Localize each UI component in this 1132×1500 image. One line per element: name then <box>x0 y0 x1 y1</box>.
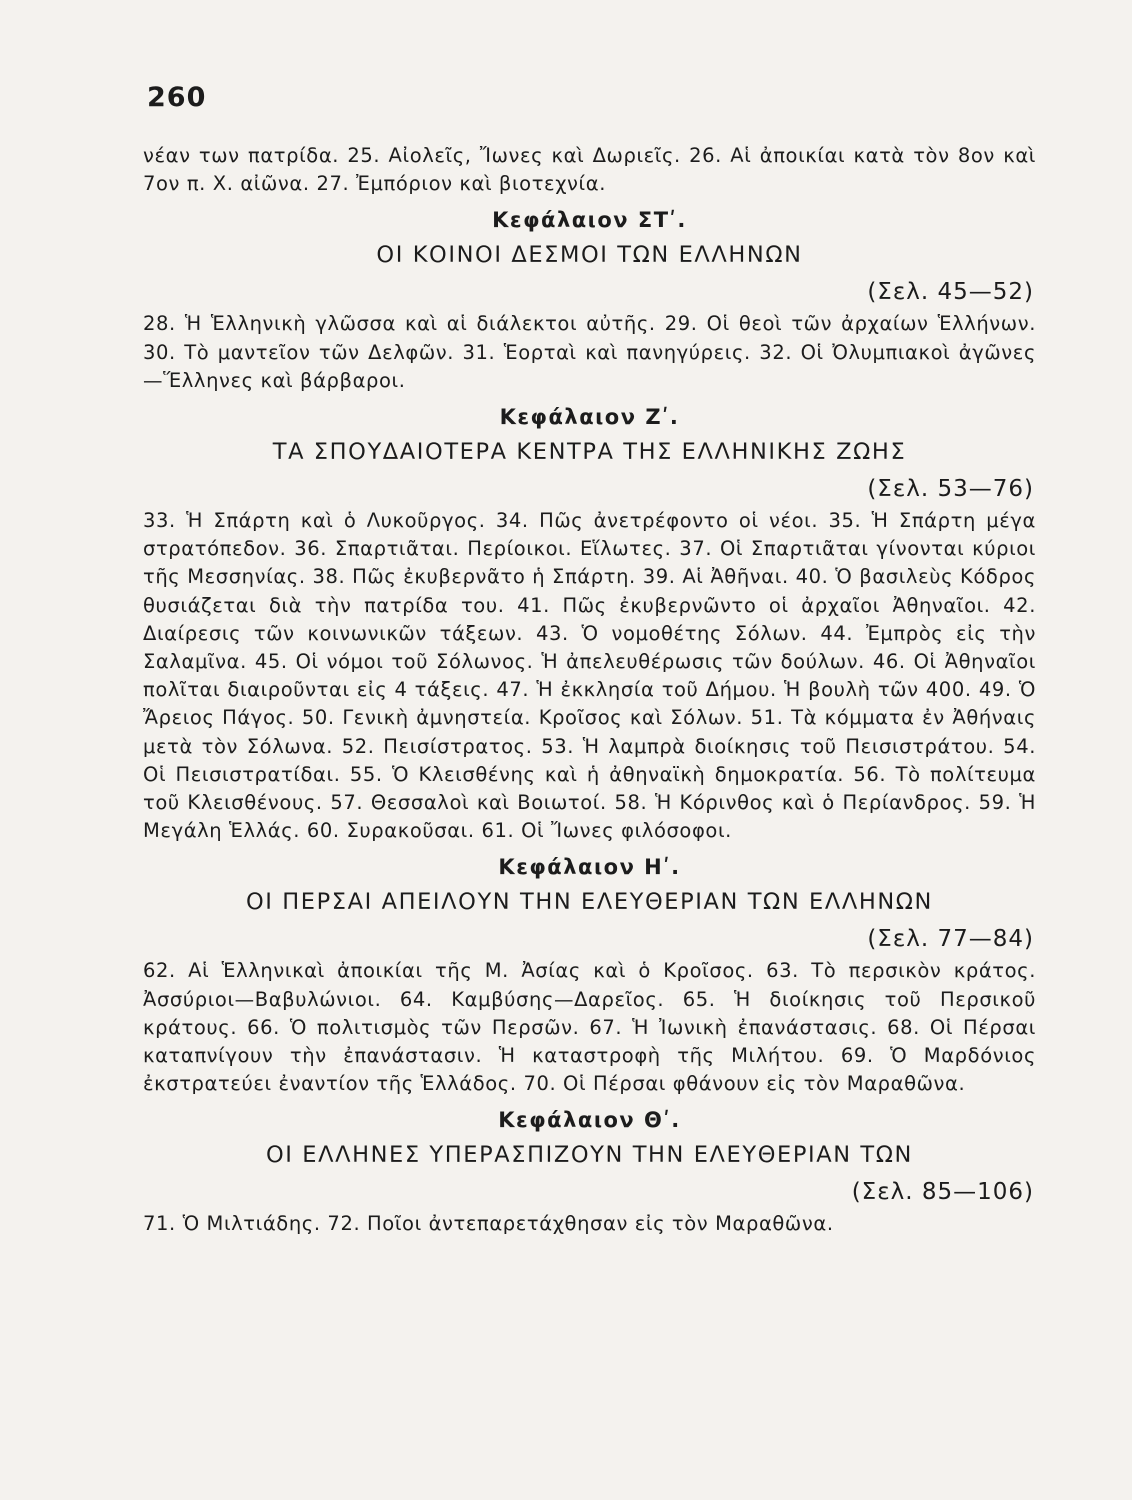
intro-paragraph: νέαν των πατρίδα. 25. Αἰολεῖς, Ἴωνες καὶ Δωριεῖς. 26. Αἱ ἀποικίαι κατὰ τὸν 8ον καὶ 7ον π. Χ. αἰῶνα. 27. Ἐμπόριον καὶ βιοτεχνία. <box>143 144 1036 196</box>
chapter-page-range: (Σελ. 85—106) <box>851 1179 1034 1206</box>
chapter-heading: Κεφάλαιον Θʹ. <box>498 1108 681 1133</box>
chapter-page-range: (Σελ. 77—84) <box>867 926 1034 953</box>
chapter-heading: Κεφάλαιον Ζʹ. <box>499 405 680 430</box>
chapter-title: ΟΙ ΚΟΙΝΟΙ ΔΕΣΜΟΙ ΤΩΝ ΕΛΛΗΝΩΝ <box>376 242 803 269</box>
page-number: 260 <box>147 82 207 113</box>
chapter-title: ΟΙ ΕΛΛΗΝΕΣ ΥΠΕΡΑΣΠΙΖΟΥΝ ΤΗΝ ΕΛΕΥΘΕΡΙΑΝ ΤΩΝ <box>266 1142 913 1169</box>
chapter-page-range: (Σελ. 45—52) <box>867 279 1034 306</box>
chapter-lessons: 33. Ἡ Σπάρτη καὶ ὁ Λυκοῦργος. 34. Πῶς ἀνετρέφοντο οἱ νέοι. 35. Ἡ Σπάρτη μέγα στρατόπεδον. 36. Σπαρτιᾶται. Περίοικοι. Εἵλωτες. 37. Οἱ Σπαρτιᾶται γίνονται κύριοι τῆς Μεσσηνίας. 38. Πῶς ἐκυβερνᾶτο ἡ Σπάρτη. 39. Αἱ Ἀθῆναι. 40. Ὁ βασιλεὺς Κόδρος θυσιάζεται διὰ τὴν πατρίδα του. 41. Πῶς ἐκυβερνῶντο οἱ ἀρχαῖοι Ἀθηναῖοι. 42. Διαίρεσις τῶν κοινωνικῶν τάξεων. 43. Ὁ νομοθέτης Σόλων. 44. Ἐμπρὸς εἰς τὴν Σαλαμῖνα. 45. Οἱ νόμοι τοῦ Σόλωνος. Ἡ ἀπελευθέρωσις τῶν δούλων. 46. Οἱ Ἀθηναῖοι πολῖται διαιροῦνται εἰς 4 τάξεις. 47. Ἡ ἐκκλησία τοῦ Δήμου. Ἡ βουλὴ τῶν 400. 49. Ὁ Ἄρειος Πάγος. 50. Γενικὴ ἀμνηστεία. Κροῖσος καὶ Σόλων. 51. Τὰ κόμματα ἐν Ἀθήναις μετὰ τὸν Σόλωνα. 52. Πεισίστρατος. 53. Ἡ λαμπρὰ διοίκησις τοῦ Πεισιστράτου. 54. Οἱ Πεισιστρατίδαι. 55. Ὁ Κλεισθένης καὶ ἡ ἀθηναϊκὴ δημοκρατία. 56. Τὸ πολίτευμα τοῦ Κλεισθένους. 57. Θεσσαλοὶ καὶ Βοιωτοί. 58. Ἡ Κόρινθος καὶ ὁ Περίανδρος. 59. Ἡ Μεγάλη Ἑλλάς. 60. Συρακοῦσαι. 61. Οἱ Ἴωνες φιλόσοφοι. <box>143 509 1036 843</box>
chapter-lessons: 71. Ὁ Μιλτιάδης. 72. Ποῖοι ἀντεπαρετάχθησαν εἰς τὸν Μαραθῶνα. <box>143 1212 834 1236</box>
chapter-lessons: 62. Αἱ Ἑλληνικαὶ ἀποικίαι τῆς Μ. Ἀσίας καὶ ὁ Κροῖσος. 63. Τὸ περσικὸν κράτος. Ἀσσύριοι—Βαβυλώνιοι. 64. Καμβύσης—Δαρεῖος. 65. Ἡ διοίκησις τοῦ Περσικοῦ κράτους. 66. Ὁ πολιτισμὸς τῶν Περσῶν. 67. Ἡ Ἰωνικὴ ἐπανάστασις. 68. Οἱ Πέρσαι καταπνίγουν τὴν ἐπανάστασιν. Ἡ καταστροφὴ τῆς Μιλήτου. 69. Ὁ Μαρδόνιος ἐκστρατεύει ἐναντίον τῆς Ἑλλάδος. 70. Οἱ Πέρσαι φθάνουν εἰς τὸν Μαραθῶνα. <box>143 959 1036 1096</box>
chapter-page-range: (Σελ. 53—76) <box>867 476 1034 503</box>
chapter-section <box>143 205 1036 395</box>
chapter-title: ΤΑ ΣΠΟΥΔΑΙΟΤΕΡΑ ΚΕΝΤΡΑ ΤΗΣ ΕΛΛΗΝΙΚΗΣ ΖΩΗΣ <box>272 439 907 466</box>
chapter-section <box>143 402 1036 845</box>
chapter-section <box>143 1105 1036 1238</box>
chapter-heading: Κεφάλαιον ΣΤʹ. <box>492 208 687 233</box>
chapter-heading: Κεφάλαιον Ηʹ. <box>498 855 681 880</box>
chapter-lessons: 28. Ἡ Ἑλληνικὴ γλῶσσα καὶ αἱ διάλεκτοι αὐτῆς. 29. Οἱ θεοὶ τῶν ἀρχαίων Ἑλλήνων. 30. Τὸ μαντεῖον τῶν Δελφῶν. 31. Ἑορταὶ καὶ πανηγύρεις. 32. Οἱ Ὀλυμπιακοὶ ἀγῶνες—Ἕλληνες καὶ βάρβαροι. <box>143 312 1036 392</box>
chapter-section <box>143 852 1036 1098</box>
table-of-contents <box>143 142 1036 1239</box>
chapter-title: ΟΙ ΠΕΡΣΑΙ ΑΠΕΙΛΟΥΝ ΤΗΝ ΕΛΕΥΘΕΡΙΑΝ ΤΩΝ ΕΛΛΗΝΩΝ <box>245 889 933 916</box>
